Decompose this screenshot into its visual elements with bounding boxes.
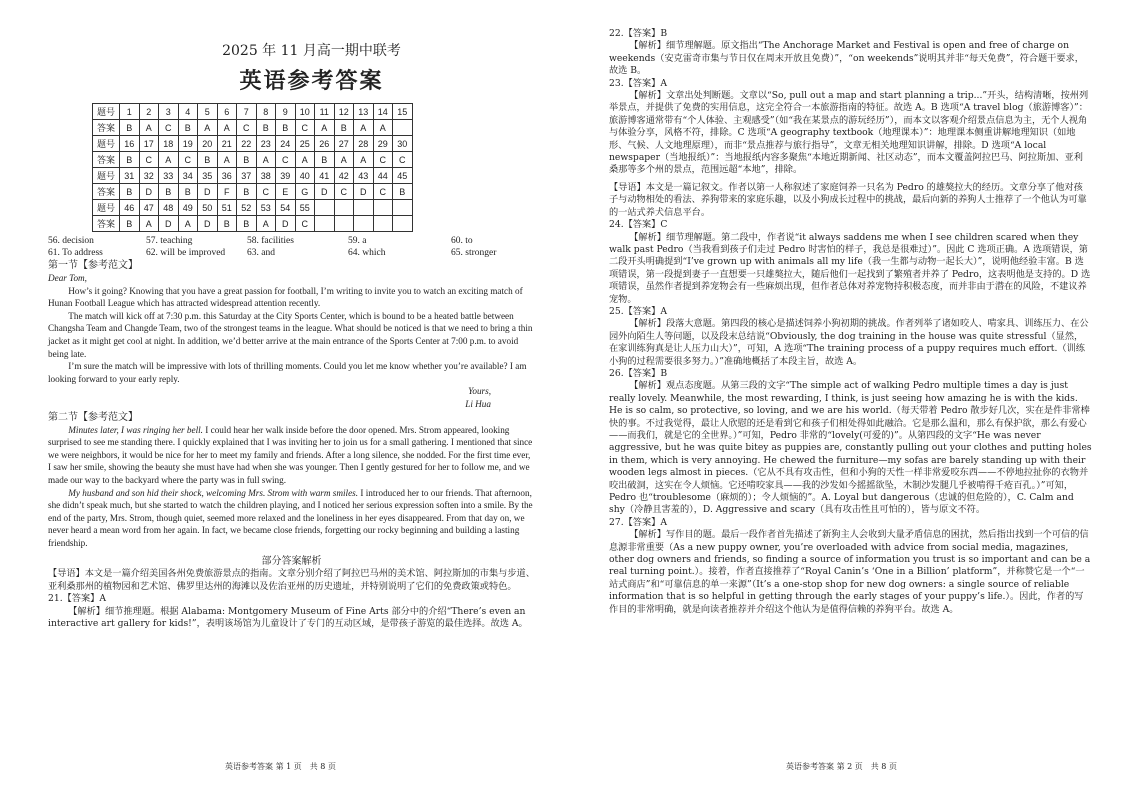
answer-table-cell: C: [373, 184, 393, 200]
answer-table-cell: A: [256, 216, 276, 232]
answer-table-cell: 17: [139, 136, 159, 152]
answer-table-cell: [393, 200, 413, 216]
answer-table-cell: A: [256, 152, 276, 168]
answer-table-cell: 36: [217, 168, 237, 184]
answer-table-cell: C: [159, 120, 179, 136]
answer-table-cell: 35: [198, 168, 218, 184]
fill-answer-item: 64. which: [348, 248, 386, 258]
fill-answer-item: 58. facilities: [247, 236, 294, 246]
answer-table-row: [93, 200, 413, 216]
answer-table-row: [93, 184, 413, 200]
answer-table-row: [93, 136, 413, 152]
answer-table-cell: 2: [139, 104, 159, 120]
fill-answer-item: 65. stronger: [451, 248, 497, 258]
answer-table-cell: C: [393, 152, 413, 168]
answer-table-cell: D: [159, 216, 179, 232]
answer-table-cell: 33: [159, 168, 179, 184]
answer-table-cell: A: [178, 216, 198, 232]
answer-table-cell: [373, 216, 393, 232]
answer-table-cell: 31: [120, 168, 140, 184]
answer-table-cell: A: [139, 216, 159, 232]
section2-heading: 第二节【参考范文】: [48, 411, 138, 423]
q27-analysis: 【解析】写作目的题。最后一段作者首先描述了新狗主人会收到大量矛盾信息的困扰，然后指出找到一个可信的信息源非常重要（As a new puppy owner, you’re overloaded with advice from social media, magazines, other dog owners and friends, so finding a source of information you trust is so important and can be a real turning point.）。接着，作者直接推荐了“Royal Canin’s ‘One in a Billion’ platform”，并称赞它是一个“一站式商店”和“可靠信息的单一来源”（It’s a one-stop shop for new dog owners: a single source of reliable information that is so helpful in getting through the early stages of your puppy’s life.）。因此，作者的写作目的非常明确，就是向读者推荐并介绍这个他认为是值得信赖的养狗平台。故选 A。: [609, 529, 1091, 615]
answer-table-cell: 6: [217, 104, 237, 120]
fill-answer-item: 63. and: [247, 248, 275, 258]
answer-table-cell: B: [159, 184, 179, 200]
answer-table-cell: B: [217, 216, 237, 232]
answer-table-row-label: 题号: [93, 200, 120, 216]
answer-table-row: [93, 104, 413, 120]
fill-answer-item: 61. To address: [48, 248, 103, 258]
q24-answer: 24.【答案】C: [609, 219, 668, 231]
passage-guide: 【导语】本文是一篇记叙文。作者以第一人称叙述了家庭饲养一只名为 Pedro 的雄獒拉大的经历。文章分享了他对孩子与动物相处的看法、养狗带来的家庭乐趣，以及小狗成长过程中的挑战，最后向新的养狗人士推荐了一个他认为可靠的一站式养犬信息平台。: [609, 181, 1087, 218]
answer-table-cell: 22: [237, 136, 257, 152]
answer-table-cell: 39: [276, 168, 296, 184]
answer-table-cell: D: [276, 216, 296, 232]
answer-table-cell: 5: [198, 104, 218, 120]
answer-table-cell: 18: [159, 136, 179, 152]
answer-table-cell: [334, 216, 354, 232]
answer-table-cell: C: [373, 152, 393, 168]
fill-answer-item: 59. a: [348, 236, 367, 246]
answer-table-cell: G: [295, 184, 315, 200]
answer-table-cell: C: [256, 184, 276, 200]
answer-table-cell: 10: [295, 104, 315, 120]
answer-table-cell: B: [178, 184, 198, 200]
answer-table-cell: 52: [237, 200, 257, 216]
fill-answer-item: 62. will be improved: [146, 248, 226, 258]
answer-table-cell: C: [295, 120, 315, 136]
answer-table-cell: A: [373, 120, 393, 136]
answer-table-cell: 46: [120, 200, 140, 216]
letter-greeting: Dear Tom,: [48, 273, 87, 283]
answer-table-cell: B: [120, 184, 140, 200]
answer-table-cell: [373, 200, 393, 216]
answer-table-cell: 29: [373, 136, 393, 152]
answer-table-cell: 27: [334, 136, 354, 152]
story-paragraph: [48, 487, 535, 550]
answer-table-cell: 51: [217, 200, 237, 216]
answer-table-cell: [354, 216, 374, 232]
answer-table-cell: D: [354, 184, 374, 200]
answer-table-cell: 44: [373, 168, 393, 184]
answer-table-cell: C: [139, 152, 159, 168]
answer-table-cell: 53: [256, 200, 276, 216]
answer-table-cell: [334, 200, 354, 216]
q26-answer: 26.【答案】B: [609, 367, 668, 379]
answer-table-cell: 37: [237, 168, 257, 184]
answer-table-cell: A: [334, 152, 354, 168]
answer-table-cell: 45: [393, 168, 413, 184]
answer-table-cell: 49: [178, 200, 198, 216]
answer-table-cell: 34: [178, 168, 198, 184]
answer-table-cell: 48: [159, 200, 179, 216]
doc-title: 英语参考答案: [239, 69, 384, 94]
answer-table-cell: A: [354, 120, 374, 136]
letter-name: Li Hua: [465, 398, 491, 409]
answer-table-cell: 30: [393, 136, 413, 152]
story-lead: Minutes later, I was ringing her bell.: [68, 424, 203, 435]
section1-heading: 第一节【参考范文】: [48, 260, 138, 271]
analysis-heading: 部分答案解析: [261, 556, 322, 568]
answer-table-row: [93, 168, 413, 184]
answer-table-cell: 4: [178, 104, 198, 120]
answer-table-cell: A: [315, 120, 335, 136]
answer-table-cell: A: [139, 120, 159, 136]
answer-table-cell: B: [120, 216, 140, 232]
q24-analysis: 【解析】细节理解题。第二段中，作者说“it always saddens me when I see children scared when they walk past Pedro（当我看到孩子们走过 Pedro 时害怕的样子，我总是很难过）”。因此 C 选项正确。A 选项错误，第二段开头明确提到“I’ve grown up with animals all my life（我一生都与动物一起长大）”，说明他经验丰富。B 选项错误，第一段提到妻子一直想要一只雄獒拉大，随后他们一起找到了繁殖者并养了 Pedro，这表明他是支持的。D 选项错误，虽然作者提到养宠物会有一些麻烦出现，但作者总体对养宠物持积极态度，而并非由于潜在的风险，不建议养宠物。: [609, 231, 1091, 305]
answer-table-cell: B: [393, 184, 413, 200]
answer-table-cell: B: [237, 184, 257, 200]
answer-table-cell: 25: [295, 136, 315, 152]
q26-analysis: 【解析】观点态度题。从第三段的文字“The simple act of walking Pedro multiple times a day is just really lovely. Meanwhile, the most rewarding, I think, is just seeing how amazing he is with the kids. He is so calm, so protective, so loving, and we are his world.（每天带着 Pedro 散步好几次，实在是件非常棒快的事。不过我觉得，最让人欣慰的还是看到它和孩子们相处得如此融洽。它是那么温和，那么有保护欲，那么有爱心——而我们，就是它的全世界。）”可知，Pedro 非常的“lovely(可爱的)”。从第四段的文字“He was never aggressive, but he was quite bitey as puppies are, constantly pulling out your clothes and putting holes in them, which is very annoying. He chewed the furniture—my sofas are barely standing up with their wooden legs almost in pieces.（它从不具有攻击性，但和小狗的天性一样非常爱咬东西——不停地拉扯你的衣物并咬出破洞，这实在令人烦恼。它还啃咬家具——我的沙发如今摇摇欲坠，木制沙发腿几乎被啃得千疮百孔。）”可知，Pedro 也“troublesome（麻烦的）；令人烦恼的”。A. Loyal but dangerous（忠诚的但危险的），C. Calm and shy（冷静且害羞的），D. Aggressive and scary（具有攻击性且可怕的），皆与原文不符。: [609, 380, 1092, 516]
answer-table-cell: 24: [276, 136, 296, 152]
answer-table-cell: 13: [354, 104, 374, 120]
answer-table-cell: B: [120, 120, 140, 136]
answer-table-cell: 47: [139, 200, 159, 216]
answer-table-cell: C: [237, 120, 257, 136]
answer-table-cell: B: [237, 152, 257, 168]
exam-title: 2025 年 11 月高一期中联考: [222, 43, 401, 59]
answer-table-cell: 50: [198, 200, 218, 216]
q23-analysis: 【解析】文章出处判断题。文章以“So, pull out a map and start planning a trip...”开头，结构清晰，按州列举景点，并提供了免费的实用信息，这完全符合一本旅游指南的特征。故选 A。B 选项“A travel blog（旅游博客）”：旅游博客通常带有“个人体验、主观感受”（如“我在某景点的游玩经历”），而本文以客观介绍景点信息为主，无个人视角与体验分享，风格不符，排除。C 选项“A geography textbook（地理课本）”：地理课本侧重讲解地理知识（如地形、气候、人文地理原理），而非“景点推荐与旅行指导”，文章无相关地理知识讲解，排除。D 选项“A local newspaper（当地报纸）”：当地报纸内容多聚焦“本地近期新闻、社区动态”，而本文覆盖阿拉巴马、阿拉斯加、亚利桑那等多个州的景点，范围远超“本地”，排除。: [609, 90, 1089, 176]
answer-table-row-label: 答案: [93, 120, 120, 136]
answer-table-cell: [393, 216, 413, 232]
answer-table-cell: [315, 200, 335, 216]
q22-analysis: 【解析】细节理解题。原文指出“The Anchorage Market and Festival is open and free of charge on weekends（安克雷奇市集与节日仅在周末开放且免费）”，“on weekends”说明其并非“每天免费”，符合题干要求，故选 B。: [609, 40, 1084, 77]
answer-table-cell: C: [334, 184, 354, 200]
answer-table-row-label: 题号: [93, 136, 120, 152]
story-text: I could hear her walk inside before the door opened. Mrs. Strom appeared, looking surprised to see me standing there. I quickly explained that I was inviting her to join us for a small gathering. I mentioned that since we were neighbors, it would be nice for her to meet my family and friends. After a long silence, she nodded. For the first time ever, I saw her smile, showing the beauty she must have had when she was younger. Then I gently gestured for her to follow me, and we made our way to the backyard where the party was in full swing.: [48, 424, 533, 485]
page-right: [561, 0, 1122, 794]
answer-table-cell: 32: [139, 168, 159, 184]
fill-answer-item: 60. to: [451, 236, 473, 246]
answer-table-cell: A: [198, 120, 218, 136]
answer-table-cell: 38: [256, 168, 276, 184]
answer-table-cell: C: [276, 152, 296, 168]
q22-answer: 22.【答案】B: [609, 28, 668, 39]
letter-paragraph: How’s it going? Knowing that you have a great passion for football, I’m writing to invite you to watch an exciting match of Hunan Football League which has attracted widespread attention recently.: [48, 285, 523, 309]
answer-table-cell: E: [276, 184, 296, 200]
answer-table-cell: A: [295, 152, 315, 168]
answer-table-cell: 43: [354, 168, 374, 184]
answer-table-row-label: 答案: [93, 152, 120, 168]
answer-table-cell: [315, 216, 335, 232]
answer-table-cell: B: [120, 152, 140, 168]
answer-table-cell: 14: [373, 104, 393, 120]
answer-table: [92, 103, 413, 232]
q21-analysis: 【解析】细节推理题。根据 Alabama: Montgomery Museum of Fine Arts 部分中的介绍“There’s even an interactive art gallery for kids!”，表明该场馆为儿童设计了专门的互动区域，是带孩子游览的最佳选择。故选 A。: [48, 605, 528, 630]
answer-table-cell: B: [334, 120, 354, 136]
answer-table-cell: 21: [217, 136, 237, 152]
answer-table-cell: A: [217, 152, 237, 168]
answer-table-cell: 8: [256, 104, 276, 120]
answer-table-cell: 16: [120, 136, 140, 152]
q25-analysis: 【解析】段落大意题。第四段的核心是描述饲养小狗初期的挑战。作者列举了诸如咬人、啃家具、训练压力、在公园外向陌生人等问题，以及段末总结说“Obviously, the dog training in the house was quite stressful（显然，在家训练狗真是让人压力山大）”，可知，A 选项“The training process of a puppy requires much effort.（训练小狗的过程需要很多努力。）”准确地概括了本段主旨，故选 A。: [609, 318, 1089, 367]
answer-table-row: [93, 120, 413, 136]
answer-table-cell: 26: [315, 136, 335, 152]
answer-table-cell: B: [315, 152, 335, 168]
answer-table-cell: A: [159, 152, 179, 168]
answer-table-cell: [393, 120, 413, 136]
answer-table-cell: F: [217, 184, 237, 200]
answer-table-cell: 41: [315, 168, 335, 184]
answer-table-row-label: 题号: [93, 104, 120, 120]
answer-table-cell: A: [354, 152, 374, 168]
answer-table-cell: 55: [295, 200, 315, 216]
page-footer: 英语参考答案 第 2 页 共 8 页: [786, 762, 897, 771]
answer-table-row-label: 答案: [93, 216, 120, 232]
answer-table-cell: [354, 200, 374, 216]
q25-answer: 25.【答案】A: [609, 305, 667, 317]
answer-table-cell: 28: [354, 136, 374, 152]
answer-table-cell: B: [198, 152, 218, 168]
letter-close: Yours,: [468, 386, 491, 397]
answer-table-cell: D: [198, 184, 218, 200]
answer-table-cell: A: [217, 120, 237, 136]
fill-answer-item: 56. decision: [48, 236, 94, 246]
answer-table-row-label: 答案: [93, 184, 120, 200]
answer-table-row-label: 题号: [93, 168, 120, 184]
answer-table-cell: 9: [276, 104, 296, 120]
answer-table-cell: 42: [334, 168, 354, 184]
answer-table-row: [93, 152, 413, 168]
answer-table-cell: D: [198, 216, 218, 232]
answer-table-cell: C: [295, 216, 315, 232]
answer-table-cell: B: [276, 120, 296, 136]
fill-answers: [48, 235, 535, 259]
answer-table-cell: 11: [315, 104, 335, 120]
letter-paragraph: The match will kick off at 7:30 p.m. this Saturday at the City Sports Center, which is bound to be a heated battle between Changsha Team and Changde Team, two of the strongest teams in the league. What should be noticed is that we need to bring a thin jacket as it might get cool at night. In addition, we’d better arrive at the main entrance of the Sports Center at 7:00 p.m. to avoid being late.: [48, 310, 533, 359]
answer-table-row: [93, 216, 413, 232]
answer-table-cell: 20: [198, 136, 218, 152]
answer-table-cell: 54: [276, 200, 296, 216]
story-text: I introduced her to our friends. That afternoon, she didn’t speak much, but she started to watch the children playing, and I noticed her serious expression soften into a smile. By the end of the party, Mrs. Strom, though quiet, seemed more relaxed and the loneliness in her eyes disappeared. From that day on, we never heard a mean word from her again. In fact, we became close friends, forgetting our rocky beginning and building a lasting friendship.: [48, 487, 533, 548]
answer-table-cell: 7: [237, 104, 257, 120]
passage-guide: 【导语】本文是一篇介绍美国各州免费旅游景点的指南。文章分别介绍了阿拉巴马州的美术馆、阿拉斯加的市集与步道、亚利桑那州的植物园和艺术馆、佛罗里达州的海滩以及佐治亚州的历史遗址，并特别说明了它们的免费政策或特色。: [48, 568, 535, 592]
answer-table-cell: 19: [178, 136, 198, 152]
q21-answer: 21.【答案】A: [48, 593, 106, 605]
story-lead: My husband and son hid their shock, welcoming Mrs. Strom with warm smiles.: [68, 487, 359, 498]
fill-answer-item: 57. teaching: [146, 236, 193, 246]
answer-table-cell: 40: [295, 168, 315, 184]
answer-table-cell: 15: [393, 104, 413, 120]
answer-table-cell: 23: [256, 136, 276, 152]
answer-table-cell: B: [256, 120, 276, 136]
answer-table-cell: D: [139, 184, 159, 200]
letter-paragraph: I’m sure the match will be impressive with lots of thrilling moments. Could you let me know whether you’re available? I am looking forward to your early reply.: [48, 361, 527, 384]
answer-table-cell: 12: [334, 104, 354, 120]
answer-table-cell: D: [315, 184, 335, 200]
answer-table-cell: B: [237, 216, 257, 232]
story-paragraph: [48, 424, 535, 487]
answer-table-cell: 1: [120, 104, 140, 120]
q27-answer: 27.【答案】A: [609, 516, 667, 528]
answer-table-cell: 3: [159, 104, 179, 120]
answer-table-cell: C: [178, 152, 198, 168]
q23-answer: 23.【答案】A: [609, 77, 667, 89]
page-footer: 英语参考答案 第 1 页 共 8 页: [225, 762, 336, 771]
answer-table-cell: B: [178, 120, 198, 136]
